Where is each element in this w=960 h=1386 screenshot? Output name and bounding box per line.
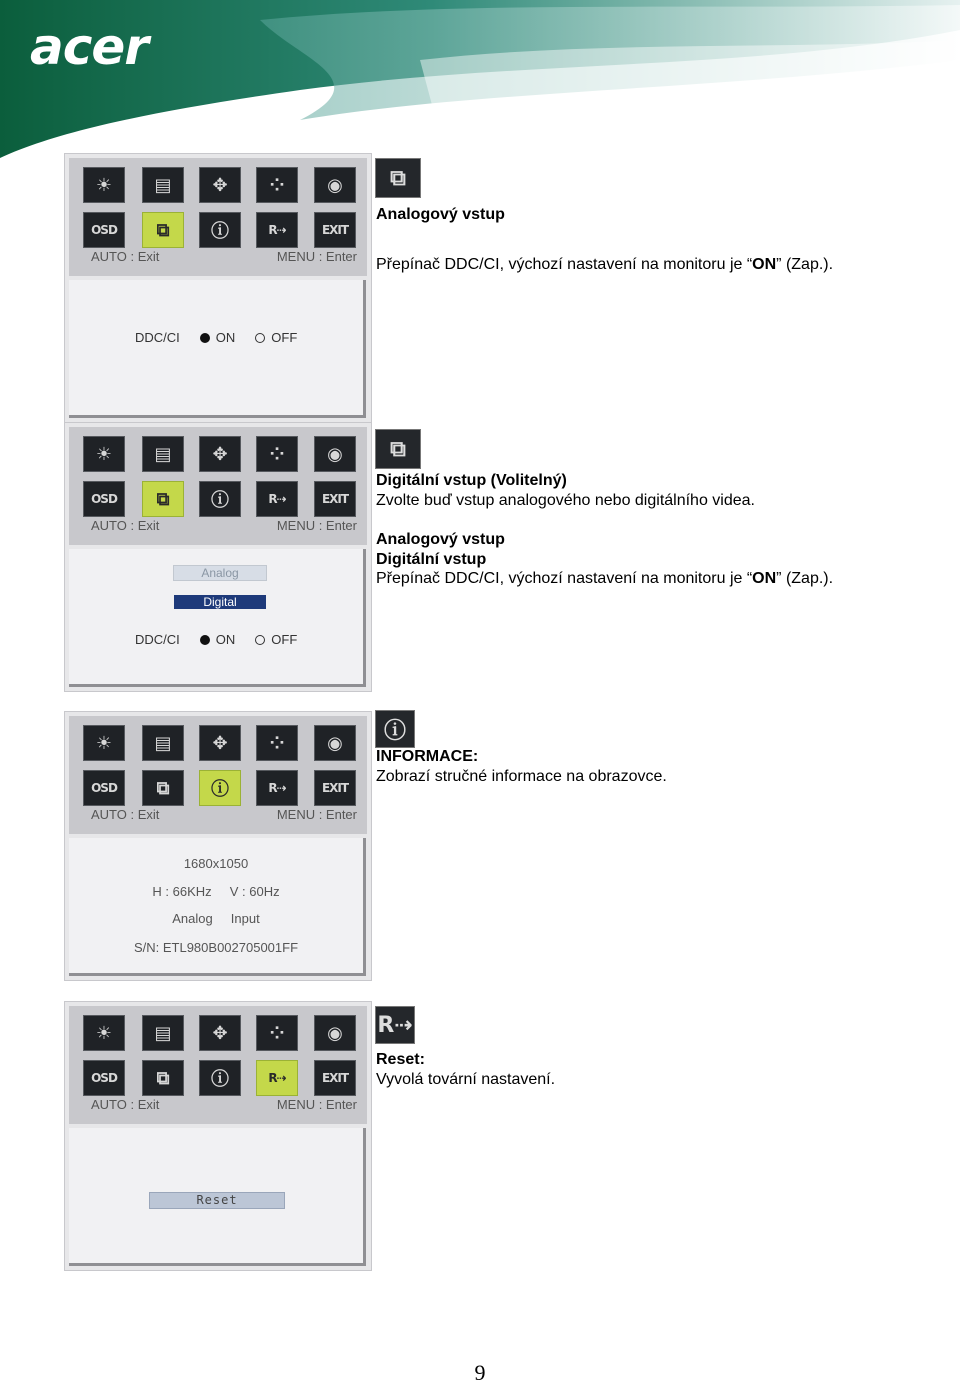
ddc-on-radio[interactable] (200, 333, 210, 343)
input-icon[interactable]: ⧉ (142, 1060, 184, 1096)
page-number: 9 (474, 1360, 486, 1385)
position-icon[interactable]: ✥ (199, 167, 241, 203)
brightness-icon[interactable]: ☀ (83, 436, 125, 472)
color-icon[interactable]: ⁘ (256, 1015, 298, 1051)
osd-panel-digital (64, 422, 372, 692)
color-icon[interactable]: ⁘ (256, 167, 298, 203)
ddc-ci-label: DDC/CI (135, 330, 180, 345)
brightness-icon[interactable]: ☀ (83, 167, 125, 203)
osd-panel-reset (64, 1001, 372, 1271)
osd-icon-bar (69, 158, 367, 276)
ddc-on-label: ON (215, 330, 236, 345)
osd-panel-analog (64, 153, 372, 423)
acer-logo: acer (30, 18, 148, 76)
ddc-on-radio[interactable] (200, 635, 210, 645)
osd-icon-bar (69, 716, 367, 834)
picture-icon[interactable]: ▤ (142, 725, 184, 761)
menu-enter-label: MENU : Enter (276, 249, 357, 264)
auto-exit-label: AUTO : Exit (91, 518, 160, 533)
picture-icon[interactable]: ▤ (142, 436, 184, 472)
color-icon[interactable]: ⁘ (256, 725, 298, 761)
auto-exit-label: AUTO : Exit (91, 807, 160, 822)
color-icon[interactable]: ⁘ (256, 436, 298, 472)
osd-icon-bar (69, 1006, 367, 1124)
panel2-line1: Zvolte buď vstup analogového nebo digitálního videa. (376, 492, 755, 509)
ddc-ci-row (135, 632, 297, 647)
information-side-icon: ⓘ (375, 710, 415, 748)
ddc-ci-row (135, 330, 297, 345)
information-icon[interactable]: ⓘ (199, 1060, 241, 1096)
ddc-off-label: OFF (271, 632, 298, 647)
input-icon[interactable]: ⧉ (142, 770, 184, 806)
panel2-item2: Digitální vstup (376, 551, 487, 568)
exit-icon[interactable]: EXIT (314, 212, 356, 248)
panel3-line1: Zobrazí stručné informace na obrazovce. (376, 768, 667, 785)
auto-exit-label: AUTO : Exit (91, 249, 160, 264)
reset-side-icon: R⇢ (375, 1006, 415, 1044)
ddc-off-radio[interactable] (255, 635, 265, 645)
reset-icon[interactable]: R⇢ (256, 212, 298, 248)
reset-icon[interactable]: R⇢ (256, 481, 298, 517)
panel4-line1: Vyvolá tovární nastavení. (376, 1071, 556, 1088)
language-icon[interactable]: ◉ (314, 436, 356, 472)
reset-button[interactable]: Reset (149, 1192, 285, 1209)
picture-icon[interactable]: ▤ (142, 1015, 184, 1051)
ddc-off-radio[interactable] (255, 333, 265, 343)
exit-icon[interactable]: EXIT (314, 481, 356, 517)
input-icon[interactable]: ⧉ (142, 212, 184, 248)
brightness-icon[interactable]: ☀ (83, 1015, 125, 1051)
osd-content (69, 280, 366, 418)
osd-icon[interactable]: OSD (83, 770, 125, 806)
menu-enter-label: MENU : Enter (276, 807, 357, 822)
info-serial: S/N: ETL980B002705001FF (133, 940, 299, 955)
osd-panel-information (64, 711, 372, 981)
exit-icon[interactable]: EXIT (314, 1060, 356, 1096)
panel4-heading: Reset: (376, 1051, 425, 1068)
ddc-off-label: OFF (271, 330, 298, 345)
analog-option[interactable]: Analog (173, 565, 267, 581)
info-resolution: 1680x1050 (183, 856, 249, 871)
panel1-description: Přepínač DDC/CI, výchozí nastavení na monitoru je “ON” (Zap.). (376, 256, 834, 273)
auto-exit-label: AUTO : Exit (91, 1097, 160, 1112)
osd-content (69, 1128, 366, 1266)
panel2-description: Přepínač DDC/CI, výchozí nastavení na monitoru je “ON” (Zap.). (376, 570, 834, 587)
position-icon[interactable]: ✥ (199, 1015, 241, 1051)
brightness-icon[interactable]: ☀ (83, 725, 125, 761)
language-icon[interactable]: ◉ (314, 725, 356, 761)
osd-content (69, 838, 366, 976)
panel3-heading: INFORMACE: (376, 748, 479, 765)
menu-enter-label: MENU : Enter (276, 518, 357, 533)
osd-content (69, 549, 366, 687)
panel2-heading: Digitální vstup (Volitelný) (376, 472, 567, 489)
ddc-ci-label: DDC/CI (135, 632, 180, 647)
panel1-heading: Analogový vstup (376, 206, 505, 223)
ddc-on-label: ON (215, 632, 236, 647)
osd-icon-bar (69, 427, 367, 545)
reset-icon[interactable]: R⇢ (256, 1060, 298, 1096)
osd-icon[interactable]: OSD (83, 212, 125, 248)
exit-icon[interactable]: EXIT (314, 770, 356, 806)
osd-icon[interactable]: OSD (83, 481, 125, 517)
input-icon[interactable]: ⧉ (142, 481, 184, 517)
menu-enter-label: MENU : Enter (276, 1097, 357, 1112)
input-side-icon: ⧉ (375, 158, 421, 198)
language-icon[interactable]: ◉ (314, 1015, 356, 1051)
reset-icon[interactable]: R⇢ (256, 770, 298, 806)
digital-option[interactable]: Digital (174, 595, 266, 609)
osd-icon[interactable]: OSD (83, 1060, 125, 1096)
information-icon[interactable]: ⓘ (199, 481, 241, 517)
info-input: Analog Input (172, 911, 260, 926)
information-icon[interactable]: ⓘ (199, 770, 241, 806)
info-frequency: H : 66KHz V : 60Hz (152, 884, 280, 899)
language-icon[interactable]: ◉ (314, 167, 356, 203)
position-icon[interactable]: ✥ (199, 725, 241, 761)
panel2-item1: Analogový vstup (376, 531, 505, 548)
header-banner (0, 0, 960, 160)
input-side-icon: ⧉ (375, 429, 421, 469)
position-icon[interactable]: ✥ (199, 436, 241, 472)
picture-icon[interactable]: ▤ (142, 167, 184, 203)
information-icon[interactable]: ⓘ (199, 212, 241, 248)
